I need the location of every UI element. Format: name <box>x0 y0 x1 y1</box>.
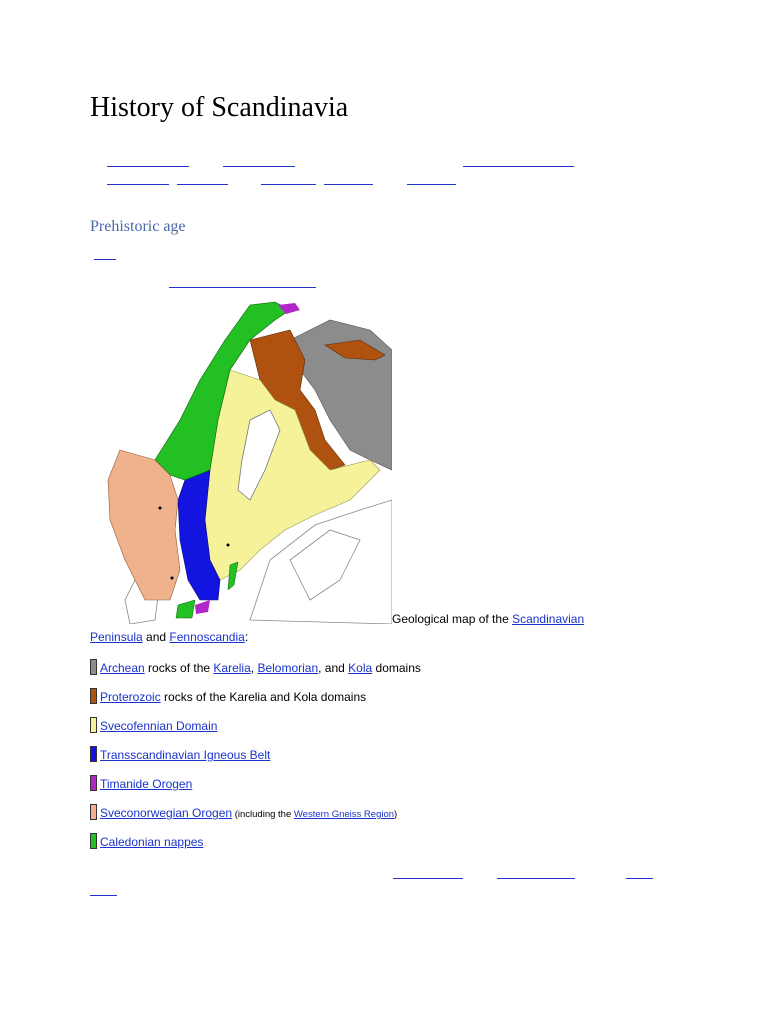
legend-swatch <box>90 659 97 675</box>
legend-item-sveconorwegian: Sveconorwegian Orogen (including the Western Gneiss Region) <box>90 804 397 822</box>
caption-line-2: Peninsula and Fennoscandia: <box>90 630 249 644</box>
transscandinavian-link[interactable]: Transscandinavian Igneous Belt <box>100 748 271 762</box>
blank-link[interactable] <box>393 878 463 879</box>
caledonian-link[interactable]: Caledonian nappes <box>100 835 204 849</box>
scandinavian-link[interactable]: Scandinavian <box>512 612 585 626</box>
blank-link[interactable] <box>107 166 189 167</box>
legend-swatch <box>90 833 97 849</box>
caption-text: Geological map of the <box>392 612 513 626</box>
sveconorwegian-link[interactable]: Sveconorwegian Orogen <box>100 806 233 820</box>
blank-link[interactable] <box>463 166 574 167</box>
legend-swatch <box>90 717 97 733</box>
fennoscandia-link[interactable]: Fennoscandia <box>169 630 245 644</box>
blank-link[interactable] <box>626 878 653 879</box>
karelia-link[interactable]: Karelia <box>213 661 251 675</box>
blank-link[interactable] <box>169 287 316 288</box>
legend-swatch <box>90 804 97 820</box>
legend-item-proterozoic: Proterozoic rocks of the Karelia and Kola domains <box>90 688 366 705</box>
legend-item-transscandinavian <box>90 746 270 763</box>
legend-item-archean: Archean rocks of the Karelia, Belomorian, and Kola domains <box>90 659 421 676</box>
section-heading: Prehistoric age <box>90 218 186 235</box>
western-gneiss-link[interactable]: Western Gneiss Region <box>293 809 395 820</box>
map-caption <box>392 612 584 626</box>
blank-link[interactable] <box>324 184 373 185</box>
legend-item-timanide <box>90 775 192 792</box>
legend-swatch <box>90 688 97 704</box>
blank-link[interactable] <box>107 184 169 185</box>
blank-link[interactable] <box>177 184 228 185</box>
page-title: History of Scandinavia <box>90 92 349 123</box>
blank-link[interactable] <box>497 878 575 879</box>
legend-item-caledonian <box>90 833 203 850</box>
kola-link[interactable]: Kola <box>348 661 373 675</box>
legend-swatch <box>90 775 97 791</box>
blank-link[interactable] <box>261 184 316 185</box>
belomorian-link[interactable]: Belomorian <box>257 661 319 675</box>
svecofennian-link[interactable]: Svecofennian Domain <box>100 719 218 733</box>
blank-link[interactable] <box>223 166 295 167</box>
blank-link[interactable] <box>90 895 117 896</box>
legend-swatch <box>90 746 97 762</box>
blank-link[interactable] <box>407 184 456 185</box>
legend-item-svecofennian <box>90 717 217 734</box>
peninsula-link[interactable]: Peninsula <box>90 630 143 644</box>
proterozoic-link[interactable]: Proterozoic <box>100 690 161 704</box>
timanide-link[interactable]: Timanide Orogen <box>100 777 193 791</box>
blank-link[interactable] <box>94 259 116 260</box>
archean-link[interactable]: Archean <box>100 661 145 675</box>
geological-map <box>100 300 392 624</box>
